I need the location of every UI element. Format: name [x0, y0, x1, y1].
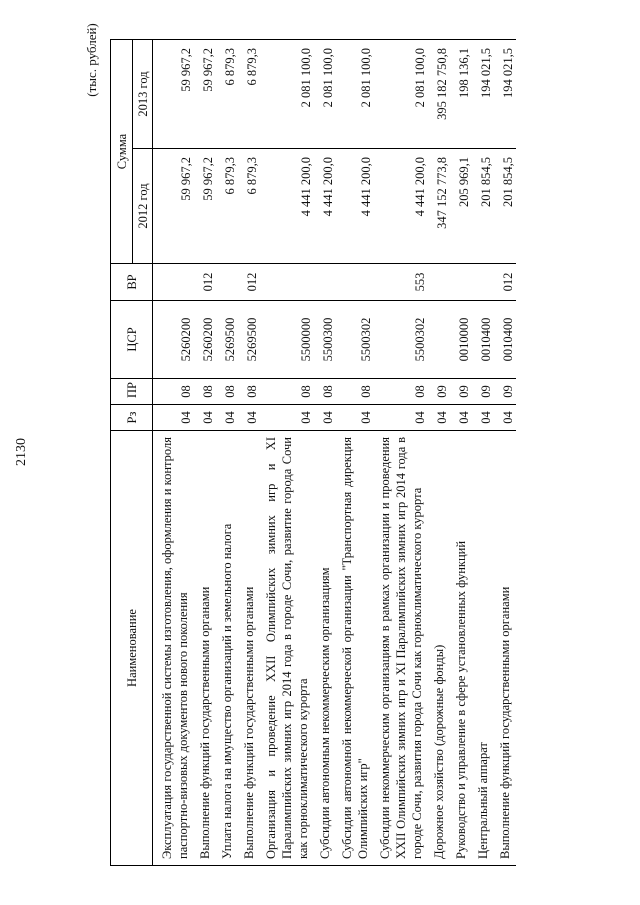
cell-y2013: 59 967,2 [194, 40, 216, 149]
table-row [238, 40, 260, 866]
cell-rz: 04 [428, 405, 450, 431]
header-sum: Сумма [111, 40, 133, 264]
cell-pr: 09 [428, 379, 450, 405]
cell-vr [153, 264, 195, 301]
cell-y2012: 201 854,5 [494, 149, 516, 264]
cell-y2012: 4 441 200,0 [336, 149, 374, 264]
cell-rz: 04 [336, 405, 374, 431]
cell-y2013: 198 136,1 [450, 40, 472, 149]
cell-name: Субсидии автономным некоммерческим организациям [314, 431, 336, 866]
cell-y2012: 59 967,2 [194, 149, 216, 264]
cell-y2013: 2 081 100,0 [260, 40, 314, 149]
cell-vr: 012 [238, 264, 260, 301]
cell-rz: 04 [450, 405, 472, 431]
cell-y2012: 205 969,1 [450, 149, 472, 264]
table-row [260, 40, 314, 866]
cell-y2013: 6 879,3 [216, 40, 238, 149]
cell-y2012: 6 879,3 [216, 149, 238, 264]
cell-name: Выполнение функций государственными органами [194, 431, 216, 866]
cell-y2013: 194 021,5 [472, 40, 494, 149]
table-row [374, 40, 428, 866]
cell-y2013: 2 081 100,0 [374, 40, 428, 149]
cell-vr: 553 [374, 264, 428, 301]
table-row [428, 40, 450, 866]
cell-pr: 09 [472, 379, 494, 405]
table-body [153, 40, 517, 866]
cell-y2012: 4 441 200,0 [260, 149, 314, 264]
cell-csr: 5269500 [216, 301, 238, 379]
cell-csr: 5500302 [336, 301, 374, 379]
table-header [111, 40, 153, 866]
cell-rz: 04 [153, 405, 195, 431]
units-label: (тыс. рублей) [84, 23, 99, 97]
cell-vr: 012 [194, 264, 216, 301]
cell-name: Уплата налога на имущество организаций и земельного налога [216, 431, 238, 866]
table-row [494, 40, 516, 866]
cell-rz: 04 [494, 405, 516, 431]
cell-name: Организация и проведение XXII Олимпийских зимних игр и XI Паралимпийских зимних игр 2014 года в городе Сочи, развитие города Сочи как горноклиматического курорта [260, 431, 314, 866]
cell-pr: 08 [216, 379, 238, 405]
cell-y2012: 347 152 773,8 [428, 149, 450, 264]
cell-csr [428, 301, 450, 379]
cell-rz: 04 [260, 405, 314, 431]
cell-rz: 04 [238, 405, 260, 431]
cell-csr: 0010400 [494, 301, 516, 379]
cell-csr: 5269500 [238, 301, 260, 379]
cell-y2012: 4 441 200,0 [314, 149, 336, 264]
cell-vr [428, 264, 450, 301]
header-vr: ВР [111, 264, 153, 301]
cell-pr: 08 [336, 379, 374, 405]
cell-pr: 09 [450, 379, 472, 405]
cell-rz: 04 [472, 405, 494, 431]
cell-pr: 08 [153, 379, 195, 405]
cell-y2013: 2 081 100,0 [336, 40, 374, 149]
cell-csr: 5260200 [153, 301, 195, 379]
table-row [194, 40, 216, 866]
cell-y2012: 201 854,5 [472, 149, 494, 264]
header-rz: Рз [111, 405, 153, 431]
cell-rz: 04 [314, 405, 336, 431]
cell-csr: 5500300 [314, 301, 336, 379]
cell-vr [314, 264, 336, 301]
table-row [216, 40, 238, 866]
cell-name: Эксплуатация государственной системы изготовления, оформления и контроля паспортно-визовых документов нового поколения [153, 431, 195, 866]
cell-name: Руководство и управление в сфере установленных функций [450, 431, 472, 866]
cell-name: Субсидии некоммерческим организациям в рамках организации и проведения XXII Олимпийских зимних игр и XI Паралимпийских зимних игр 2014 года в городе Сочи, развития города Сочи как горноклиматического курорта [374, 431, 428, 866]
cell-vr [216, 264, 238, 301]
cell-rz: 04 [374, 405, 428, 431]
cell-rz: 04 [194, 405, 216, 431]
cell-pr: 08 [194, 379, 216, 405]
cell-csr: 5500000 [260, 301, 314, 379]
cell-csr: 5500302 [374, 301, 428, 379]
cell-vr: 012 [494, 264, 516, 301]
cell-name: Выполнение функций государственными органами [494, 431, 516, 866]
cell-y2013: 194 021,5 [494, 40, 516, 149]
cell-pr: 08 [238, 379, 260, 405]
header-2012: 2012 год [133, 149, 153, 264]
cell-pr: 09 [494, 379, 516, 405]
budget-table-container [110, 40, 572, 866]
cell-y2013: 6 879,3 [238, 40, 260, 149]
cell-name: Дорожное хозяйство (дорожные фонды) [428, 431, 450, 866]
cell-csr: 5260200 [194, 301, 216, 379]
cell-vr [336, 264, 374, 301]
cell-csr: 0010000 [450, 301, 472, 379]
table-row [153, 40, 195, 866]
cell-y2013: 395 182 750,8 [428, 40, 450, 149]
table-row [314, 40, 336, 866]
budget-table [110, 39, 516, 866]
cell-y2012: 6 879,3 [238, 149, 260, 264]
header-csr: ЦСР [111, 301, 153, 379]
cell-csr: 0010400 [472, 301, 494, 379]
cell-y2012: 4 441 200,0 [374, 149, 428, 264]
header-2013: 2013 год [133, 40, 153, 149]
table-row [336, 40, 374, 866]
cell-name: Центральный аппарат [472, 431, 494, 866]
cell-vr [472, 264, 494, 301]
cell-pr: 08 [260, 379, 314, 405]
cell-pr: 08 [314, 379, 336, 405]
page-number: 2130 [14, 438, 29, 466]
cell-y2012: 59 967,2 [153, 149, 195, 264]
cell-rz: 04 [216, 405, 238, 431]
header-pr: ПР [111, 379, 153, 405]
cell-pr: 08 [374, 379, 428, 405]
table-row [450, 40, 472, 866]
cell-vr [450, 264, 472, 301]
cell-vr [260, 264, 314, 301]
cell-name: Выполнение функций государственными органами [238, 431, 260, 866]
cell-name: Субсидии автономной некоммерческой организации "Транспортная дирекция Олимпийских игр" [336, 431, 374, 866]
cell-y2013: 2 081 100,0 [314, 40, 336, 149]
header-name: Наименование [111, 431, 153, 866]
table-row [472, 40, 494, 866]
cell-y2013: 59 967,2 [153, 40, 195, 149]
